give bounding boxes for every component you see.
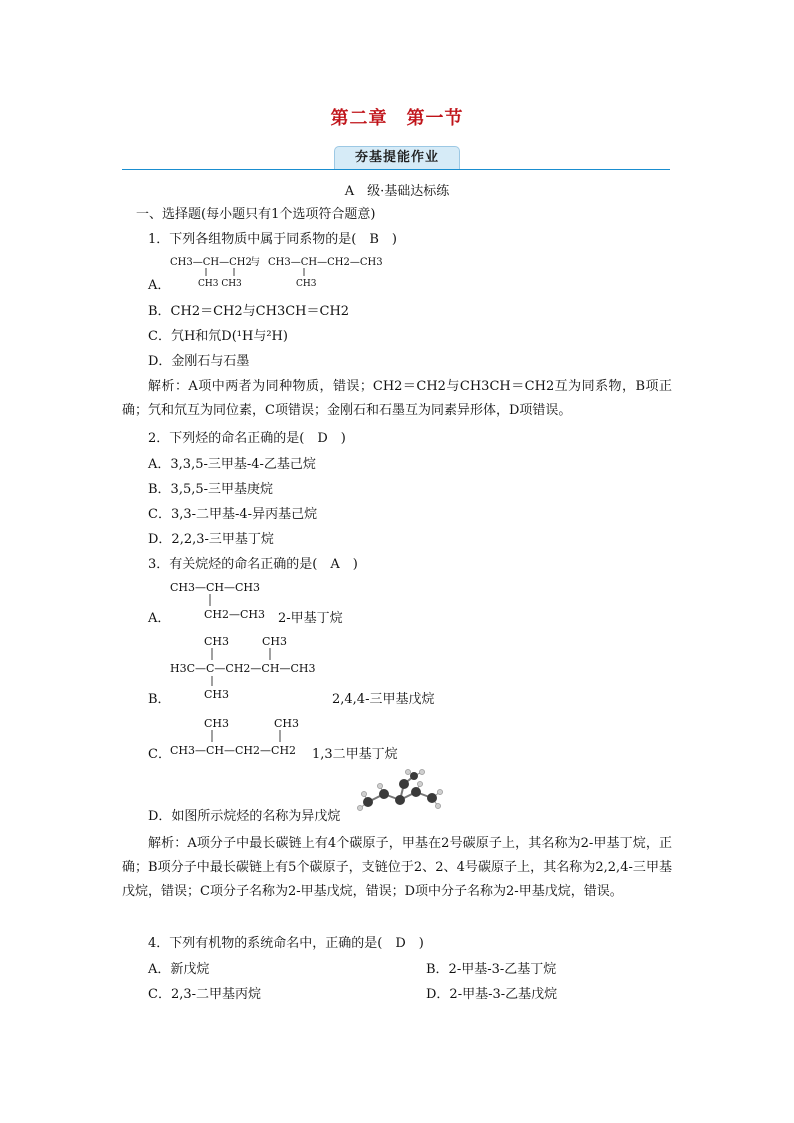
q1-a-mol1-main: CH3—CH—CH2: [170, 257, 252, 268]
ball-and-stick-model-icon: [354, 768, 446, 818]
level-heading: A 级·基础达标练: [344, 184, 450, 199]
q3-a-bottom: CH2—CH3: [204, 608, 266, 621]
section-heading: 一、选择题(每小题只有1个选项符合题意): [136, 207, 376, 222]
section-badge: 夯基提能作业: [334, 146, 460, 169]
q3-option-d: D．如图所示烷烃的名称为异戊烷: [148, 809, 341, 824]
q3-b-top: CH3: [204, 635, 230, 648]
q2-stem: 2．下列烃的命名正确的是( D ): [148, 431, 346, 446]
q3-option-b-label: B．: [148, 692, 171, 707]
q3-option-c-name: 1,3二甲基丁烷: [312, 747, 398, 762]
q1-a-mol2-main: CH3—CH—CH2—CH3: [268, 257, 383, 268]
q4-option-d: D．2-甲基-3-乙基戊烷: [426, 987, 558, 1002]
q4-option-a: A．新戊烷: [148, 962, 210, 977]
q3-c-top: CH3: [204, 717, 230, 730]
q2-option-b: B．3,5,5-三甲基庚烷: [148, 482, 274, 497]
q3-option-c-label: C．: [148, 747, 171, 762]
q3-option-a-label: A．: [148, 611, 171, 626]
q1-a-mol1-sub: CH3 CH3: [198, 279, 242, 289]
q4-stem: 4．下列有机物的系统命名中，正确的是( D ): [148, 936, 424, 951]
q1-a-with: 与: [250, 257, 260, 268]
q4-option-b: B．2-甲基-3-乙基丁烷: [426, 962, 557, 977]
q3-c-main: CH3—CH—CH2—CH2: [170, 744, 297, 757]
q1-option-c: C．氕H和氘D(¹H与²H): [148, 329, 288, 344]
page-title: 第二章 第一节: [330, 108, 464, 129]
header-divider: [122, 169, 670, 170]
q3-option-b-name: 2,4,4-三甲基戊烷: [332, 692, 435, 707]
q4-option-c: C．2,3-二甲基丙烷: [148, 987, 262, 1002]
q1-stem: 1．下列各组物质中属于同系物的是( B ): [148, 232, 397, 247]
q3-option-c-structure: [168, 714, 308, 760]
q2-option-c: C．3,3-二甲基-4-异丙基己烷: [148, 507, 318, 522]
q3-b-main: H3C—C—CH2—CH—CH3: [170, 662, 316, 675]
q2-option-d: D．2,2,3-三甲基丁烷: [148, 532, 274, 547]
q3-option-a-structure: [168, 578, 278, 624]
q1-analysis: 解析：A项中两者为同种物质，错误；CH2＝CH2与CH3CH＝CH2互为同系物，B项正确；氕和氘互为同位素，C项错误；金刚石和石墨互为同素异形体，D项错误。: [122, 379, 672, 418]
q3-b-top2: CH3: [262, 635, 288, 648]
q1-option-a-structures: [168, 252, 388, 292]
q3-analysis: 解析：A项分子中最长碳链上有4个碳原子，甲基在2号碳原子上，其名称为2-甲基丁烷，正确；B项分子中最长碳链上有5个碳原子，支链位于2、2、4号碳原子上，其名称为2,2,4-三甲基戊烷，错误；C项分子名称为2-甲基戊烷，错误；D项中分子名称为2-甲基戊烷，错误。: [122, 836, 672, 899]
q3-b-bottom: CH3: [204, 688, 230, 701]
q1-option-a-label: A．: [148, 278, 171, 293]
q3-option-a-name: 2-甲基丁烷: [278, 611, 343, 626]
q1-option-d: D．金刚石与石墨: [148, 354, 250, 369]
q1-a-mol2-sub: CH3: [296, 279, 317, 289]
q3-c-top2: CH3: [274, 717, 300, 730]
q3-a-top: CH3—CH—CH3: [170, 581, 261, 594]
q3-option-b-structure: [168, 632, 338, 704]
q3-stem: 3．有关烷烃的命名正确的是( A ): [148, 557, 358, 572]
q1-option-b: B．CH2＝CH2与CH3CH＝CH2: [148, 304, 350, 319]
q2-option-a: A．3,3,5-三甲基-4-乙基己烷: [148, 457, 316, 472]
